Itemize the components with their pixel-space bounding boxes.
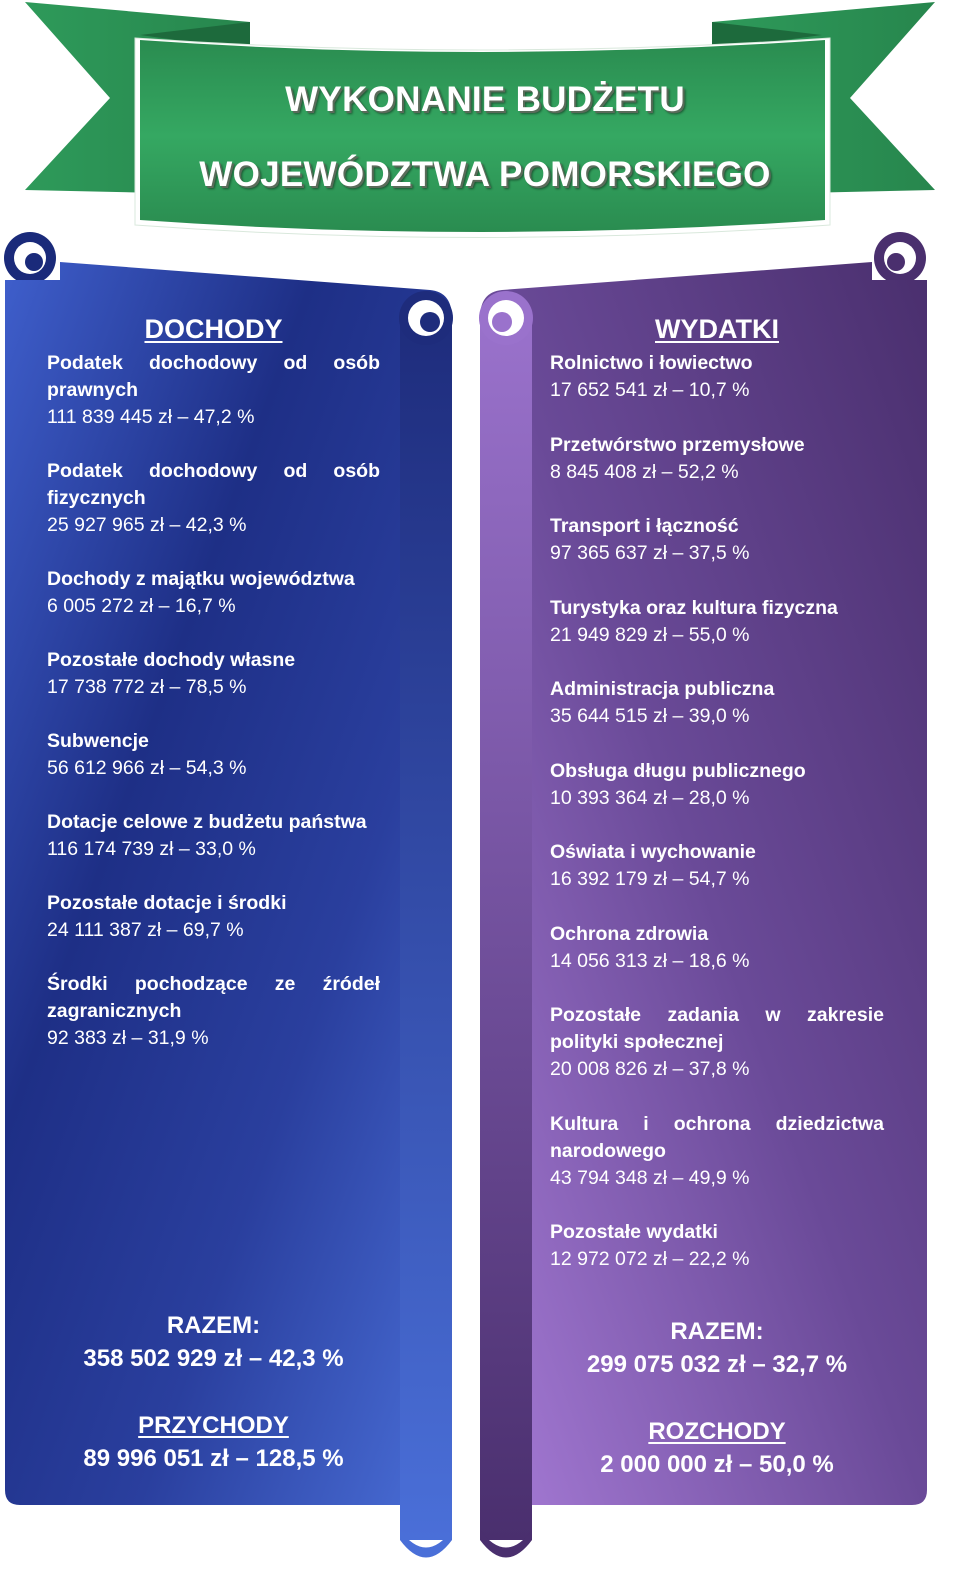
income-item-label: Pozostałe dochody własne — [47, 649, 296, 671]
expense-item-label: Przetwórstwo przemysłowe — [550, 433, 805, 456]
expense-item-value: 21 949 829 zł – 55,0 % — [550, 623, 750, 646]
income-item — [47, 809, 380, 863]
income-item — [47, 647, 380, 701]
expense-item — [550, 595, 884, 649]
income-item-label: Dotacje celowe z budżetu państwa — [47, 811, 367, 833]
income-total-value: 358 502 929 zł – 42,3 % — [83, 1345, 344, 1372]
income-heading: DOCHODY — [144, 314, 283, 344]
income-item-label: Podatek dochodowy od osób fizycznych — [47, 460, 380, 509]
expense-item-label: Kultura i ochrona dziedzictwa narodowego — [550, 1112, 884, 1162]
expense-item — [550, 758, 884, 812]
income-total-label: RAZEM: — [166, 1312, 261, 1339]
income-item — [47, 971, 380, 1052]
outflows-value: 2 000 000 zł – 50,0 % — [600, 1451, 834, 1478]
income-item-value: 56 612 966 zł – 54,3 % — [47, 757, 247, 779]
expense-item — [550, 513, 884, 567]
income-item — [47, 458, 380, 539]
expense-item-value: 14 056 313 zł – 18,6 % — [550, 949, 750, 972]
expense-item — [550, 350, 884, 404]
expense-item — [550, 1111, 884, 1192]
expense-item-value: 97 365 637 zł – 37,5 % — [550, 542, 750, 564]
expenses-panel — [550, 312, 884, 1301]
revenue-label: PRZYCHODY — [138, 1412, 289, 1439]
expense-item-label: Transport i łączność — [550, 515, 739, 537]
income-item-label: Środki pochodzące ze źródeł zagranicznych — [47, 973, 380, 1022]
income-item-value: 111 839 445 zł – 47,2 % — [47, 406, 255, 428]
income-item-value: 92 383 zł – 31,9 % — [47, 1027, 209, 1049]
income-total — [47, 1310, 380, 1376]
income-item — [47, 350, 380, 431]
expense-item-value: 12 972 072 zł – 22,2 % — [550, 1248, 750, 1270]
expenses-total-value: 299 075 032 zł – 32,7 % — [586, 1351, 848, 1378]
expenses-heading: WYDATKI — [655, 314, 779, 344]
expense-item-label: Pozostałe wydatki — [550, 1221, 718, 1243]
expense-item — [550, 432, 884, 486]
income-item — [47, 728, 380, 782]
expense-item — [550, 1002, 884, 1083]
expense-item-value: 20 008 826 zł – 37,8 % — [550, 1058, 750, 1080]
expense-item-value: 17 652 541 zł – 10,7 % — [550, 379, 750, 401]
income-item-value: 24 111 387 zł – 69,7 % — [47, 919, 244, 941]
expense-item — [550, 921, 884, 975]
income-item-label: Subwencje — [47, 730, 149, 752]
income-item-label: Podatek dochodowy od osób prawnych — [47, 352, 380, 401]
outflows-total — [550, 1416, 884, 1482]
expense-item-label: Obsługa długu publicznego — [550, 759, 806, 782]
banner-title-line-1: WYKONANIE BUDŻETU — [285, 80, 685, 119]
income-item — [47, 890, 380, 944]
expense-item-label: Rolnictwo i łowiectwo — [550, 352, 753, 374]
expense-item-label: Ochrona zdrowia — [550, 922, 709, 945]
expense-item-label: Pozostałe zadania w zakresie polityki społecznej — [550, 1004, 884, 1053]
income-panel — [47, 312, 380, 1079]
expense-item-value: 43 794 348 zł – 49,9 % — [550, 1166, 750, 1189]
income-item-value: 116 174 739 zł – 33,0 % — [47, 838, 256, 860]
expense-item-value: 10 393 364 zł – 28,0 % — [550, 786, 750, 809]
expense-item — [550, 1219, 884, 1273]
income-item-value: 25 927 965 zł – 42,3 % — [47, 514, 247, 536]
expense-item — [550, 676, 884, 730]
expense-item-value: 35 644 515 zł – 39,0 % — [550, 705, 750, 727]
revenue-value: 89 996 051 zł – 128,5 % — [83, 1445, 344, 1472]
expense-item-value: 16 392 179 zł – 54,7 % — [550, 868, 750, 890]
income-item — [47, 566, 380, 620]
banner-title-line-2: WOJEWÓDZTWA POMORSKIEGO — [199, 155, 771, 194]
income-item-label: Pozostałe dotacje i środki — [47, 892, 287, 914]
expense-item-label: Oświata i wychowanie — [550, 841, 756, 863]
income-item-value: 6 005 272 zł – 16,7 % — [47, 595, 236, 617]
expense-item-label: Administracja publiczna — [550, 678, 775, 700]
expenses-total-label: RAZEM: — [670, 1318, 764, 1345]
income-item-label: Dochody z majątku województwa — [47, 568, 355, 590]
expense-item-value: 8 845 408 zł – 52,2 % — [550, 460, 739, 483]
expense-item — [550, 839, 884, 893]
expenses-total — [550, 1316, 884, 1382]
revenue-total — [47, 1410, 380, 1476]
expense-item-label: Turystyka oraz kultura fizyczna — [550, 596, 838, 619]
income-item-value: 17 738 772 zł – 78,5 % — [47, 676, 247, 698]
outflows-label: ROZCHODY — [648, 1418, 786, 1445]
